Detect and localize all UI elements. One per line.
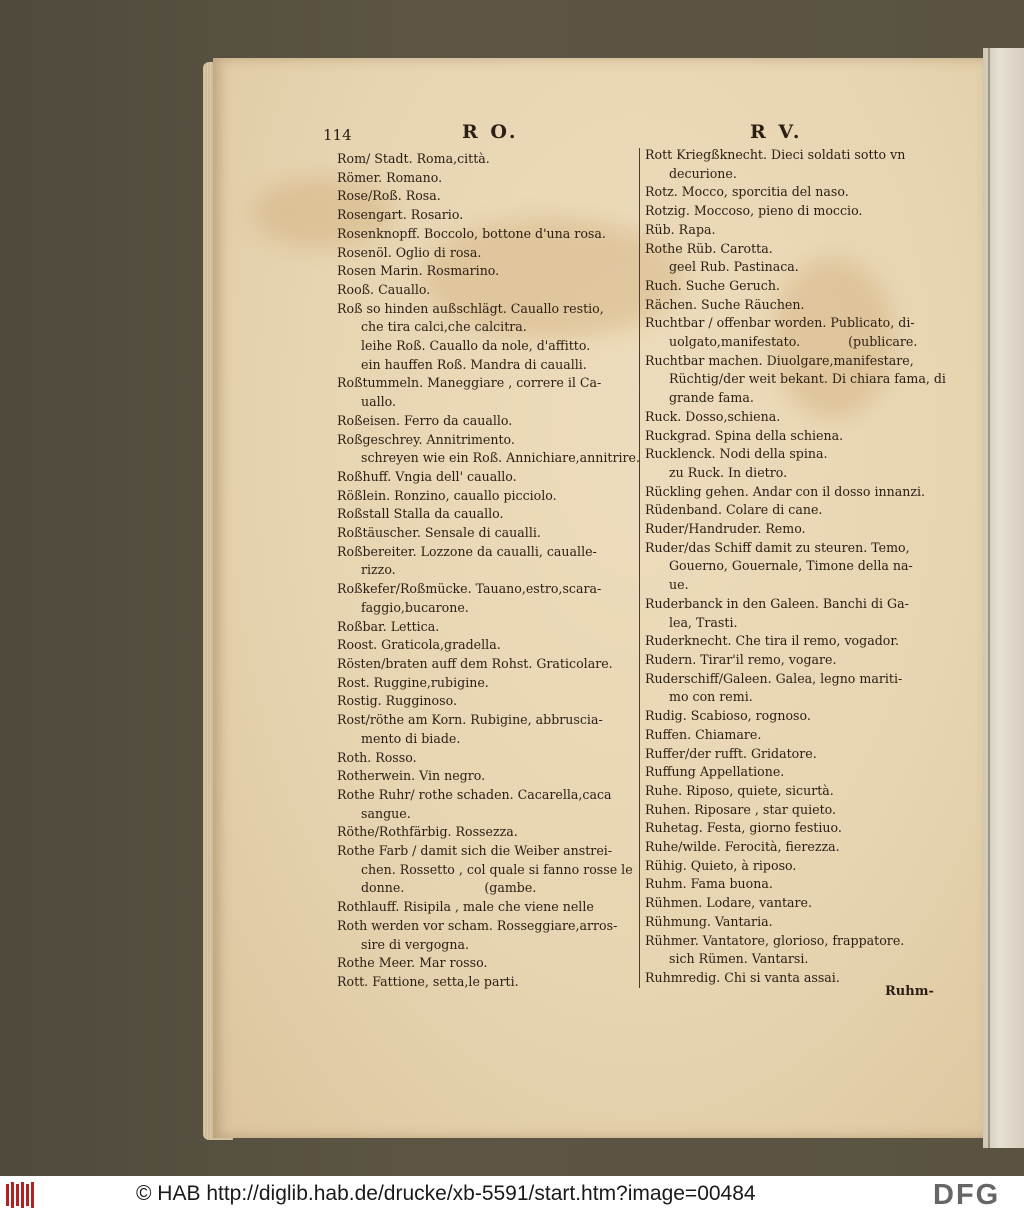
entry-line: che tira calci,che calcitra. xyxy=(361,319,527,335)
left-column xyxy=(337,150,640,992)
entry-line: uolgato,manifestato. (publicare. xyxy=(669,334,918,350)
entry-line: Rudern. Tirar'il remo, vogare. xyxy=(645,651,837,667)
entry-line: donne. (gambe. xyxy=(361,880,537,896)
entry-line: Roßstall Stalla da cauallo. xyxy=(337,506,504,522)
entry-line: decurione. xyxy=(669,165,737,181)
entry-line: Rothe Ruhr/ rothe schaden. Cacarella,caca xyxy=(337,786,612,802)
hab-logo-icon xyxy=(4,1179,38,1211)
entry-line: Roßtummeln. Maneggiare , correre il Ca- xyxy=(337,375,602,391)
entry-line: Roß so hinden außschlägt. Cauallo restio, xyxy=(337,300,604,316)
entry-line: Rothe Rüb. Carotta. xyxy=(645,240,773,256)
entry-line: Ruderknecht. Che tira il remo, vogador. xyxy=(645,633,899,649)
entry-line: Rothe Farb / damit sich die Weiber anstrei- xyxy=(337,843,613,859)
entry-line: Ruch. Suche Geruch. xyxy=(645,277,780,293)
running-head-left: R O. xyxy=(462,121,519,143)
entry-line: faggio,bucarone. xyxy=(361,599,469,615)
right-column xyxy=(645,146,950,988)
entry-line: Ruck. Dosso,schiena. xyxy=(645,408,781,424)
dfg-logo: DFG xyxy=(933,1179,1001,1211)
entry-line: Rühmer. Vantatore, glorioso, frappatore. xyxy=(645,932,905,948)
entry-line: Rotherwein. Vin negro. xyxy=(337,768,486,784)
entry-line: Rühmen. Lodare, vantare. xyxy=(645,895,812,911)
gutter-line xyxy=(988,48,990,1148)
entry-line: Roßbereiter. Lozzone da caualli, caualle- xyxy=(337,543,597,559)
entry-line: Rom/ Stadt. Roma,città. xyxy=(337,151,490,166)
entry-line: Roßkefer/Roßmücke. Tauano,estro,scara- xyxy=(337,581,602,597)
entry-line: rizzo. xyxy=(361,562,396,578)
entry-line: Rostig. Rugginoso. xyxy=(337,693,457,709)
entry-line: Rose/Roß. Rosa. xyxy=(337,188,441,204)
entry-line: Rott. Fattione, setta,le parti. xyxy=(337,973,519,989)
entry-line: Rudig. Scabioso, rognoso. xyxy=(645,708,811,724)
entry-line: Ruffer/der rufft. Gridatore. xyxy=(645,745,817,761)
entry-line: mento di biade. xyxy=(361,730,461,746)
entry-line: Roßhuff. Vngia dell' cauallo. xyxy=(337,468,517,484)
entry-line: Ruchtbar machen. Diuolgare,manifestare, xyxy=(645,352,914,368)
entry-line: Rückling gehen. Andar con il dosso innanzi. xyxy=(645,483,926,499)
entry-line: Rott Kriegßknecht. Dieci soldati sotto vn xyxy=(645,147,906,162)
entry-line: Rotz. Mocco, sporcitia del naso. xyxy=(645,184,849,200)
entry-line: Gouerno, Gouernale, Timone della na- xyxy=(669,558,913,574)
entry-line: Rotzig. Moccoso, pieno di moccio. xyxy=(645,203,863,219)
column-divider xyxy=(639,148,640,988)
entry-line: mo con remi. xyxy=(669,689,753,705)
entry-line: Rosenöl. Oglio di rosa. xyxy=(337,244,482,260)
entry-line: Ruhm. Fama buona. xyxy=(645,876,773,892)
entry-line: Ruffung Appellatione. xyxy=(645,764,785,780)
entry-line: Rucklenck. Nodi della spina. xyxy=(645,446,828,462)
footer-bar xyxy=(0,1176,1024,1214)
entry-line: Roßbar. Lettica. xyxy=(337,618,440,634)
entry-line: ein hauffen Roß. Mandra di caualli. xyxy=(361,356,587,372)
entry-line: lea, Trasti. xyxy=(669,614,738,630)
entry-line: Rühig. Quieto, à riposo. xyxy=(645,857,797,873)
entry-line: zu Ruck. In dietro. xyxy=(669,464,788,480)
entry-line: Rothlauff. Risipila , male che viene nelle xyxy=(337,899,594,915)
entry-line: Ruderschiff/Galeen. Galea, legno mariti- xyxy=(645,670,903,686)
citation-link[interactable]: © HAB http://diglib.hab.de/drucke/xb-5591/start.htm?image=00484 xyxy=(136,1182,756,1205)
entry-line: Ruhe/wilde. Ferocità, fierezza. xyxy=(645,839,840,855)
entry-line: Rüchtig/der weit bekant. Di chiara fama, di xyxy=(669,371,946,387)
running-head-right: R V. xyxy=(750,121,803,143)
entry-line: Rößlein. Ronzino, cauallo picciolo. xyxy=(337,487,557,503)
entry-line: chen. Rossetto , col quale si fanno rosse le xyxy=(361,861,633,877)
entry-line: Rost/röthe am Korn. Rubigine, abbruscia- xyxy=(337,712,603,728)
entry-line: Rüdenband. Colare di cane. xyxy=(645,502,823,518)
entry-line: Rühmung. Vantaria. xyxy=(645,913,773,929)
entry-line: Ruder/Handruder. Remo. xyxy=(645,521,806,537)
entry-line: Ruderbanck in den Galeen. Banchi di Ga- xyxy=(645,595,909,611)
entry-line: Rüb. Rapa. xyxy=(645,221,716,237)
entry-line: Rösten/braten auff dem Rohst. Graticolare. xyxy=(337,655,613,671)
entry-line: Ruhe. Riposo, quiete, sicurtà. xyxy=(645,782,834,798)
catchword: Ruhm- xyxy=(885,984,934,999)
entry-line: Rosenknopff. Boccolo, bottone d'una rosa. xyxy=(337,225,606,241)
entry-line: Rost. Ruggine,rubigine. xyxy=(337,674,489,690)
entry-line: Ruckgrad. Spina della schiena. xyxy=(645,427,844,443)
entry-line: Roßtäuscher. Sensale di caualli. xyxy=(337,525,541,541)
entry-line: sich Rümen. Vantarsi. xyxy=(669,951,809,967)
entry-line: Roth. Rosso. xyxy=(337,749,417,765)
entry-line: Ruchtbar / offenbar worden. Publicato, di- xyxy=(645,315,915,331)
entry-line: Ruhetag. Festa, giorno festiuo. xyxy=(645,820,842,836)
entry-line: Römer. Romano. xyxy=(337,169,443,185)
entry-line: ue. xyxy=(669,577,689,593)
entry-line: schreyen wie ein Roß. Annichiare,annitrire. xyxy=(361,450,640,466)
entry-line: Rosen Marin. Rosmarino. xyxy=(337,263,500,279)
entry-line: Ruhmredig. Chi si vanta assai. xyxy=(645,969,840,985)
entry-line: grande fama. xyxy=(669,390,754,406)
page-number: 114 xyxy=(323,126,352,144)
entry-line: Ruffen. Chiamare. xyxy=(645,726,762,742)
entry-line: Roth werden vor scham. Rosseggiare,arros- xyxy=(337,917,618,933)
entry-line: Rosengart. Rosario. xyxy=(337,207,464,223)
entry-line: geel Rub. Pastinaca. xyxy=(669,259,799,275)
entry-line: Roost. Graticola,gradella. xyxy=(337,637,501,653)
entry-line: Röthe/Rothfärbig. Rossezza. xyxy=(337,824,518,840)
entry-line: sire di vergogna. xyxy=(361,936,469,952)
entry-line: Rooß. Cauallo. xyxy=(337,281,431,297)
entry-line: Roßeisen. Ferro da cauallo. xyxy=(337,412,513,428)
entry-line: Roßgeschrey. Annitrimento. xyxy=(337,431,515,447)
entry-line: Ruhen. Riposare , star quieto. xyxy=(645,801,837,817)
entry-line: Rothe Meer. Mar rosso. xyxy=(337,955,488,971)
entry-line: Ruder/das Schiff damit zu steuren. Temo, xyxy=(645,539,910,555)
entry-line: sangue. xyxy=(361,805,411,821)
entry-line: leihe Roß. Cauallo da nole, d'affitto. xyxy=(361,338,591,354)
entry-line: uallo. xyxy=(361,394,397,410)
entry-line: Rächen. Suche Räuchen. xyxy=(645,296,805,312)
